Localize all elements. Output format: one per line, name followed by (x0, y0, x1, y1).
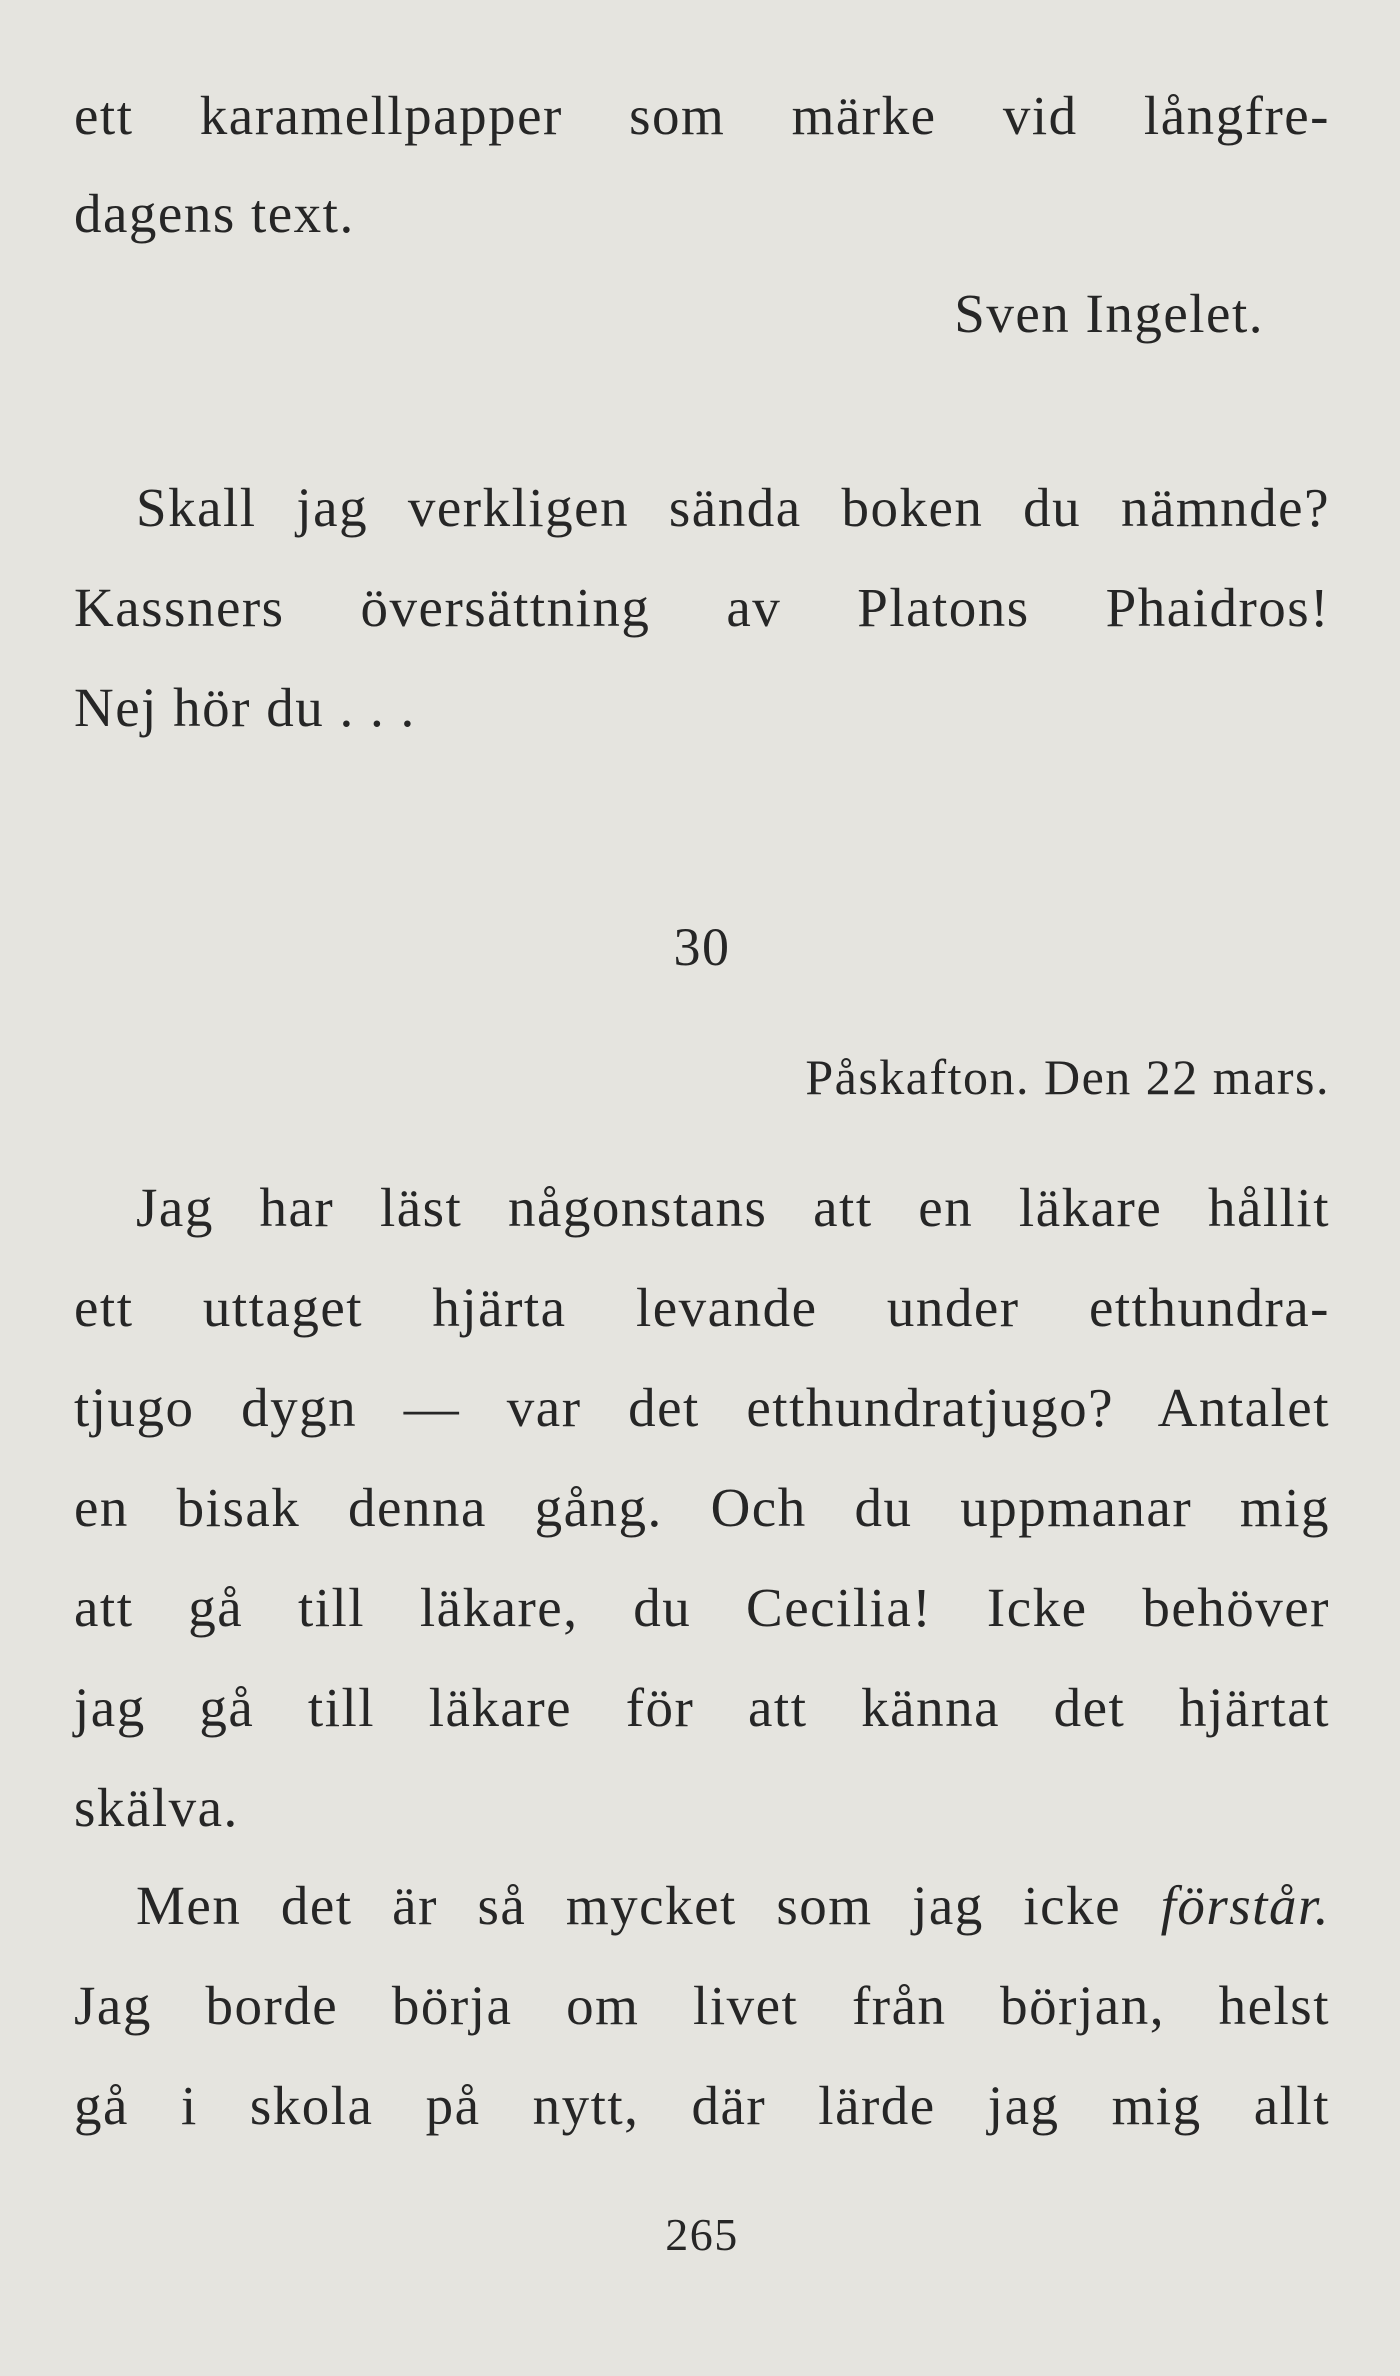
text-line-11: tjugo dygn — var det etthundratjugo? Antalet (74, 1377, 1330, 1438)
text-line-13: att gå till läkare, du Cecilia! Icke behöver (74, 1577, 1330, 1638)
text-line-2: dagens text. (74, 183, 355, 244)
section-number: 30 (673, 917, 731, 977)
dateline: Påskafton. Den 22 mars. (805, 1049, 1330, 1105)
text-line-1: ett karamellpapper som märke vid långfre- (74, 85, 1330, 146)
text-line-12: en bisak denna gång. Och du uppmanar mig (74, 1477, 1330, 1538)
text-line-16-italic: förstår. (1160, 1875, 1331, 1936)
text-line-17: Jag borde börja om livet från början, helst (74, 1975, 1330, 2036)
text-line-14: jag gå till läkare för att känna det hjärtat (74, 1677, 1330, 1738)
text-line-10: ett uttaget hjärta levande under etthundra- (74, 1277, 1330, 1338)
text-line-18: gå i skola på nytt, där lärde jag mig allt (74, 2075, 1330, 2136)
text-line-4: Skall jag verkligen sända boken du nämnde? (136, 477, 1330, 538)
text-line-15: skälva. (74, 1777, 239, 1838)
text-line-9: Jag har läst någonstans att en läkare hållit (136, 1177, 1330, 1238)
text-line-16-main: Men det är så mycket som jag icke (136, 1875, 1121, 1936)
text-line-5: Kassners översättning av Platons Phaidros! (74, 577, 1330, 638)
signature: Sven Ingelet. (954, 283, 1264, 344)
text-line-6: Nej hör du . . . (74, 677, 416, 738)
text-line-16 (136, 1875, 1331, 1936)
page-number: 265 (665, 2209, 739, 2260)
